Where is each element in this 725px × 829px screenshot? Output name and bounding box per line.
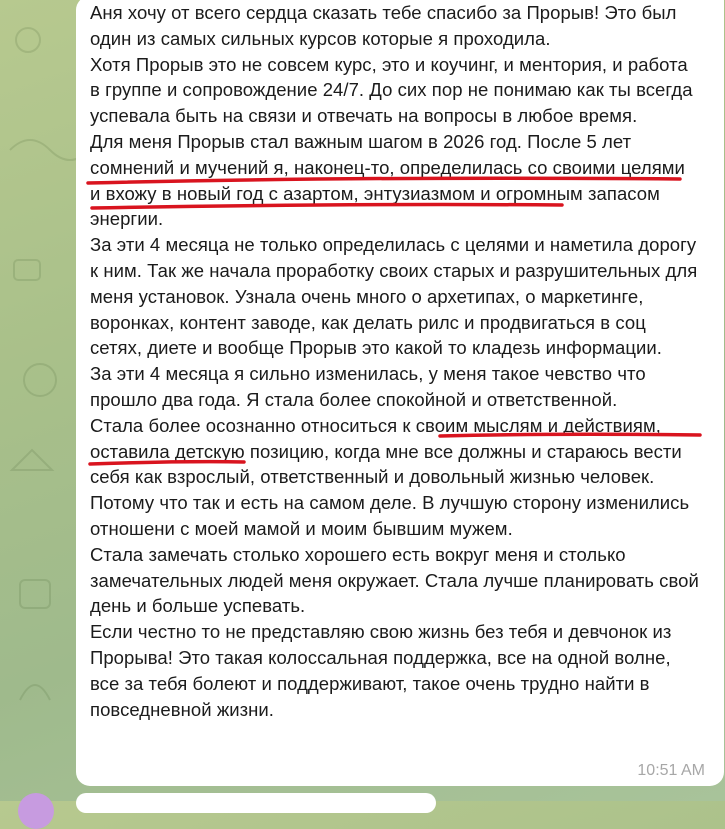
message-paragraph-4: За эти 4 месяца не только определилась с целями и наметила дорогу к ним. Так же начала проработку своих старых и разрушительных для меня установок. Узнала очень много о архетипах, о маркетинге, воронках, контент заводе, как делать рилс и продвигаться в соц сетях, диете и вообще Прорыв это какой то кладезь информации. <box>90 234 698 359</box>
message-paragraph-6: Стала более осознанно относиться к своим мыслям и действиям, оставила детскую позицию, когда мне все должны и стараюсь вести себя как взрослый, ответственный и довольный жизнью человек. Потому что так и есть на самом деле. В лучшую сторону изменились отношени с моей мамой и моим бывшим мужем. <box>90 414 690 539</box>
message-paragraph-8: Если честно то не представляю свою жизнь без тебя и девчонок из Прорыва! Это такая колоссальная поддержка, все на одной волне, все за тебя болеют и поддерживают, такое очень трудно найти в повседневной жизни. <box>90 621 672 720</box>
message-paragraph-1: Аня хочу от всего сердца сказать тебе спасибо за Прорыв! Это был один из самых сильных курсов которые я проходила. <box>90 2 677 49</box>
avatar[interactable] <box>18 793 54 829</box>
message-paragraph-7: Стала замечать столько хорошего есть вокруг меня и столько замечательных людей меня окружает. Стала лучше планировать свой день и больше успевать. <box>90 543 699 617</box>
message-time: 10:51 AM <box>637 762 705 779</box>
message-paragraph-3: Для меня Прорыв стал важным шагом в 2026 год. После 5 лет сомнений и мучений я, наконец-то, определилась со своими целями и вхожу в новый год с азартом, энтузиазмом и огромным запасом энергии. <box>90 130 685 230</box>
message-text <box>90 0 700 722</box>
message-paragraph-5: За эти 4 месяца я сильно изменилась, у меня такое чевство что прошло два года. Я стала более спокойной и ответственной. <box>90 363 646 410</box>
message-paragraph-2: Хотя Прорыв это не совсем курс, это и коучинг, и ментория, и работа в группе и сопровождение 24/7. До сих пор не понимаю как ты всегда успевала быть на связи и отвечать на вопросы в любое время. <box>90 53 693 127</box>
next-message-bubble <box>76 793 436 813</box>
